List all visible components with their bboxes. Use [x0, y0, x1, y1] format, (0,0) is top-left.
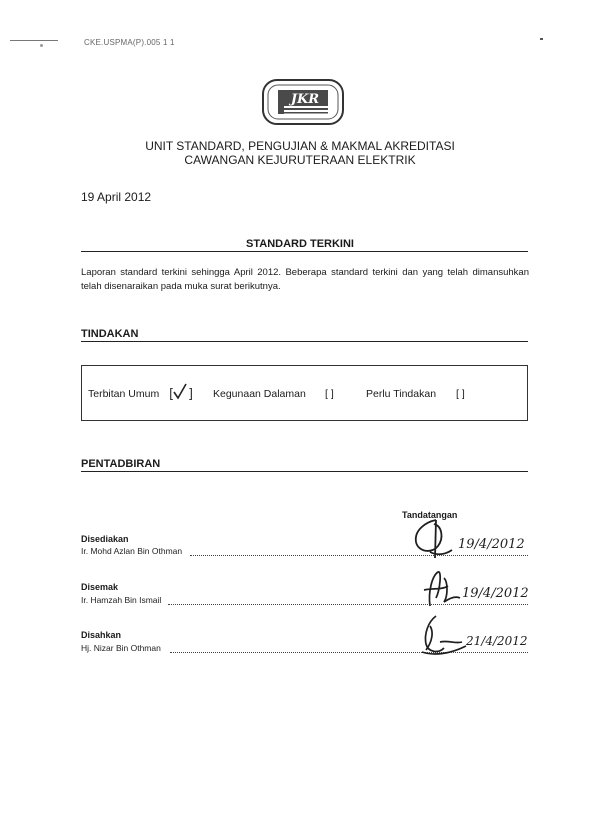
document-code: CKE.USPMA(P).005 1 1	[84, 38, 175, 47]
document-date: 19 April 2012	[81, 190, 152, 204]
name-disahkan: Hj. Nizar Bin Othman	[81, 643, 161, 653]
svg-text:[: [	[169, 387, 175, 402]
signature-1	[408, 516, 458, 560]
divider	[81, 251, 528, 252]
tindakan-title: TINDAKAN	[81, 328, 139, 340]
header-unit: UNIT STANDARD, PENGUJIAN & MAKMAL AKREDITASI	[145, 139, 455, 153]
signature-3	[410, 612, 470, 660]
role-disahkan: Disahkan	[81, 630, 122, 640]
scan-speck	[40, 44, 43, 47]
option-label-perlu-tindakan: Perlu Tindakan	[366, 388, 437, 400]
scan-mark	[10, 40, 58, 41]
jkr-logo-text: JKR	[290, 92, 320, 107]
option-label-terbitan-umum: Terbitan Umum	[88, 388, 160, 400]
check-mark-icon	[174, 384, 186, 398]
handwritten-date-2: 19/4/2012	[462, 586, 529, 601]
checkbox-kegunaan-dalaman[interactable]: [ ]	[325, 388, 334, 400]
header-branch: CAWANGAN KEJURUTERAAN ELEKTRIK	[184, 153, 416, 167]
jkr-logo	[261, 78, 345, 126]
standard-title: STANDARD TERKINI	[246, 238, 354, 250]
divider	[81, 341, 528, 342]
name-disemak: Ir. Hamzah Bin Ismail	[81, 595, 162, 605]
signature-line	[170, 652, 528, 653]
option-label-kegunaan-dalaman: Kegunaan Dalaman	[213, 388, 306, 400]
role-disediakan: Disediakan	[81, 534, 129, 544]
signature-2	[418, 568, 464, 610]
signature-line	[168, 604, 528, 605]
divider	[81, 471, 528, 472]
checkbox-perlu-tindakan[interactable]: [ ]	[456, 388, 465, 400]
signature-line	[190, 555, 528, 556]
pentadbiran-title: PENTADBIRAN	[81, 458, 161, 470]
scan-speck	[540, 38, 543, 40]
signature-header: Tandatangan	[402, 510, 458, 520]
svg-text:]: ]	[188, 387, 194, 402]
checkbox-terbitan-umum[interactable]	[168, 381, 194, 401]
handwritten-date-3: 21/4/2012	[466, 634, 528, 648]
intro-paragraph: Laporan standard terkini sehingga April 2012. Beberapa standard terkini dan yang telah dimansuhkan telah disenaraikan pada muka surat berikutnya.	[81, 267, 529, 292]
handwritten-date-1: 19/4/2012	[458, 537, 525, 552]
name-disediakan: Ir. Mohd Azlan Bin Othman	[81, 546, 183, 556]
role-disemak: Disemak	[81, 582, 119, 592]
